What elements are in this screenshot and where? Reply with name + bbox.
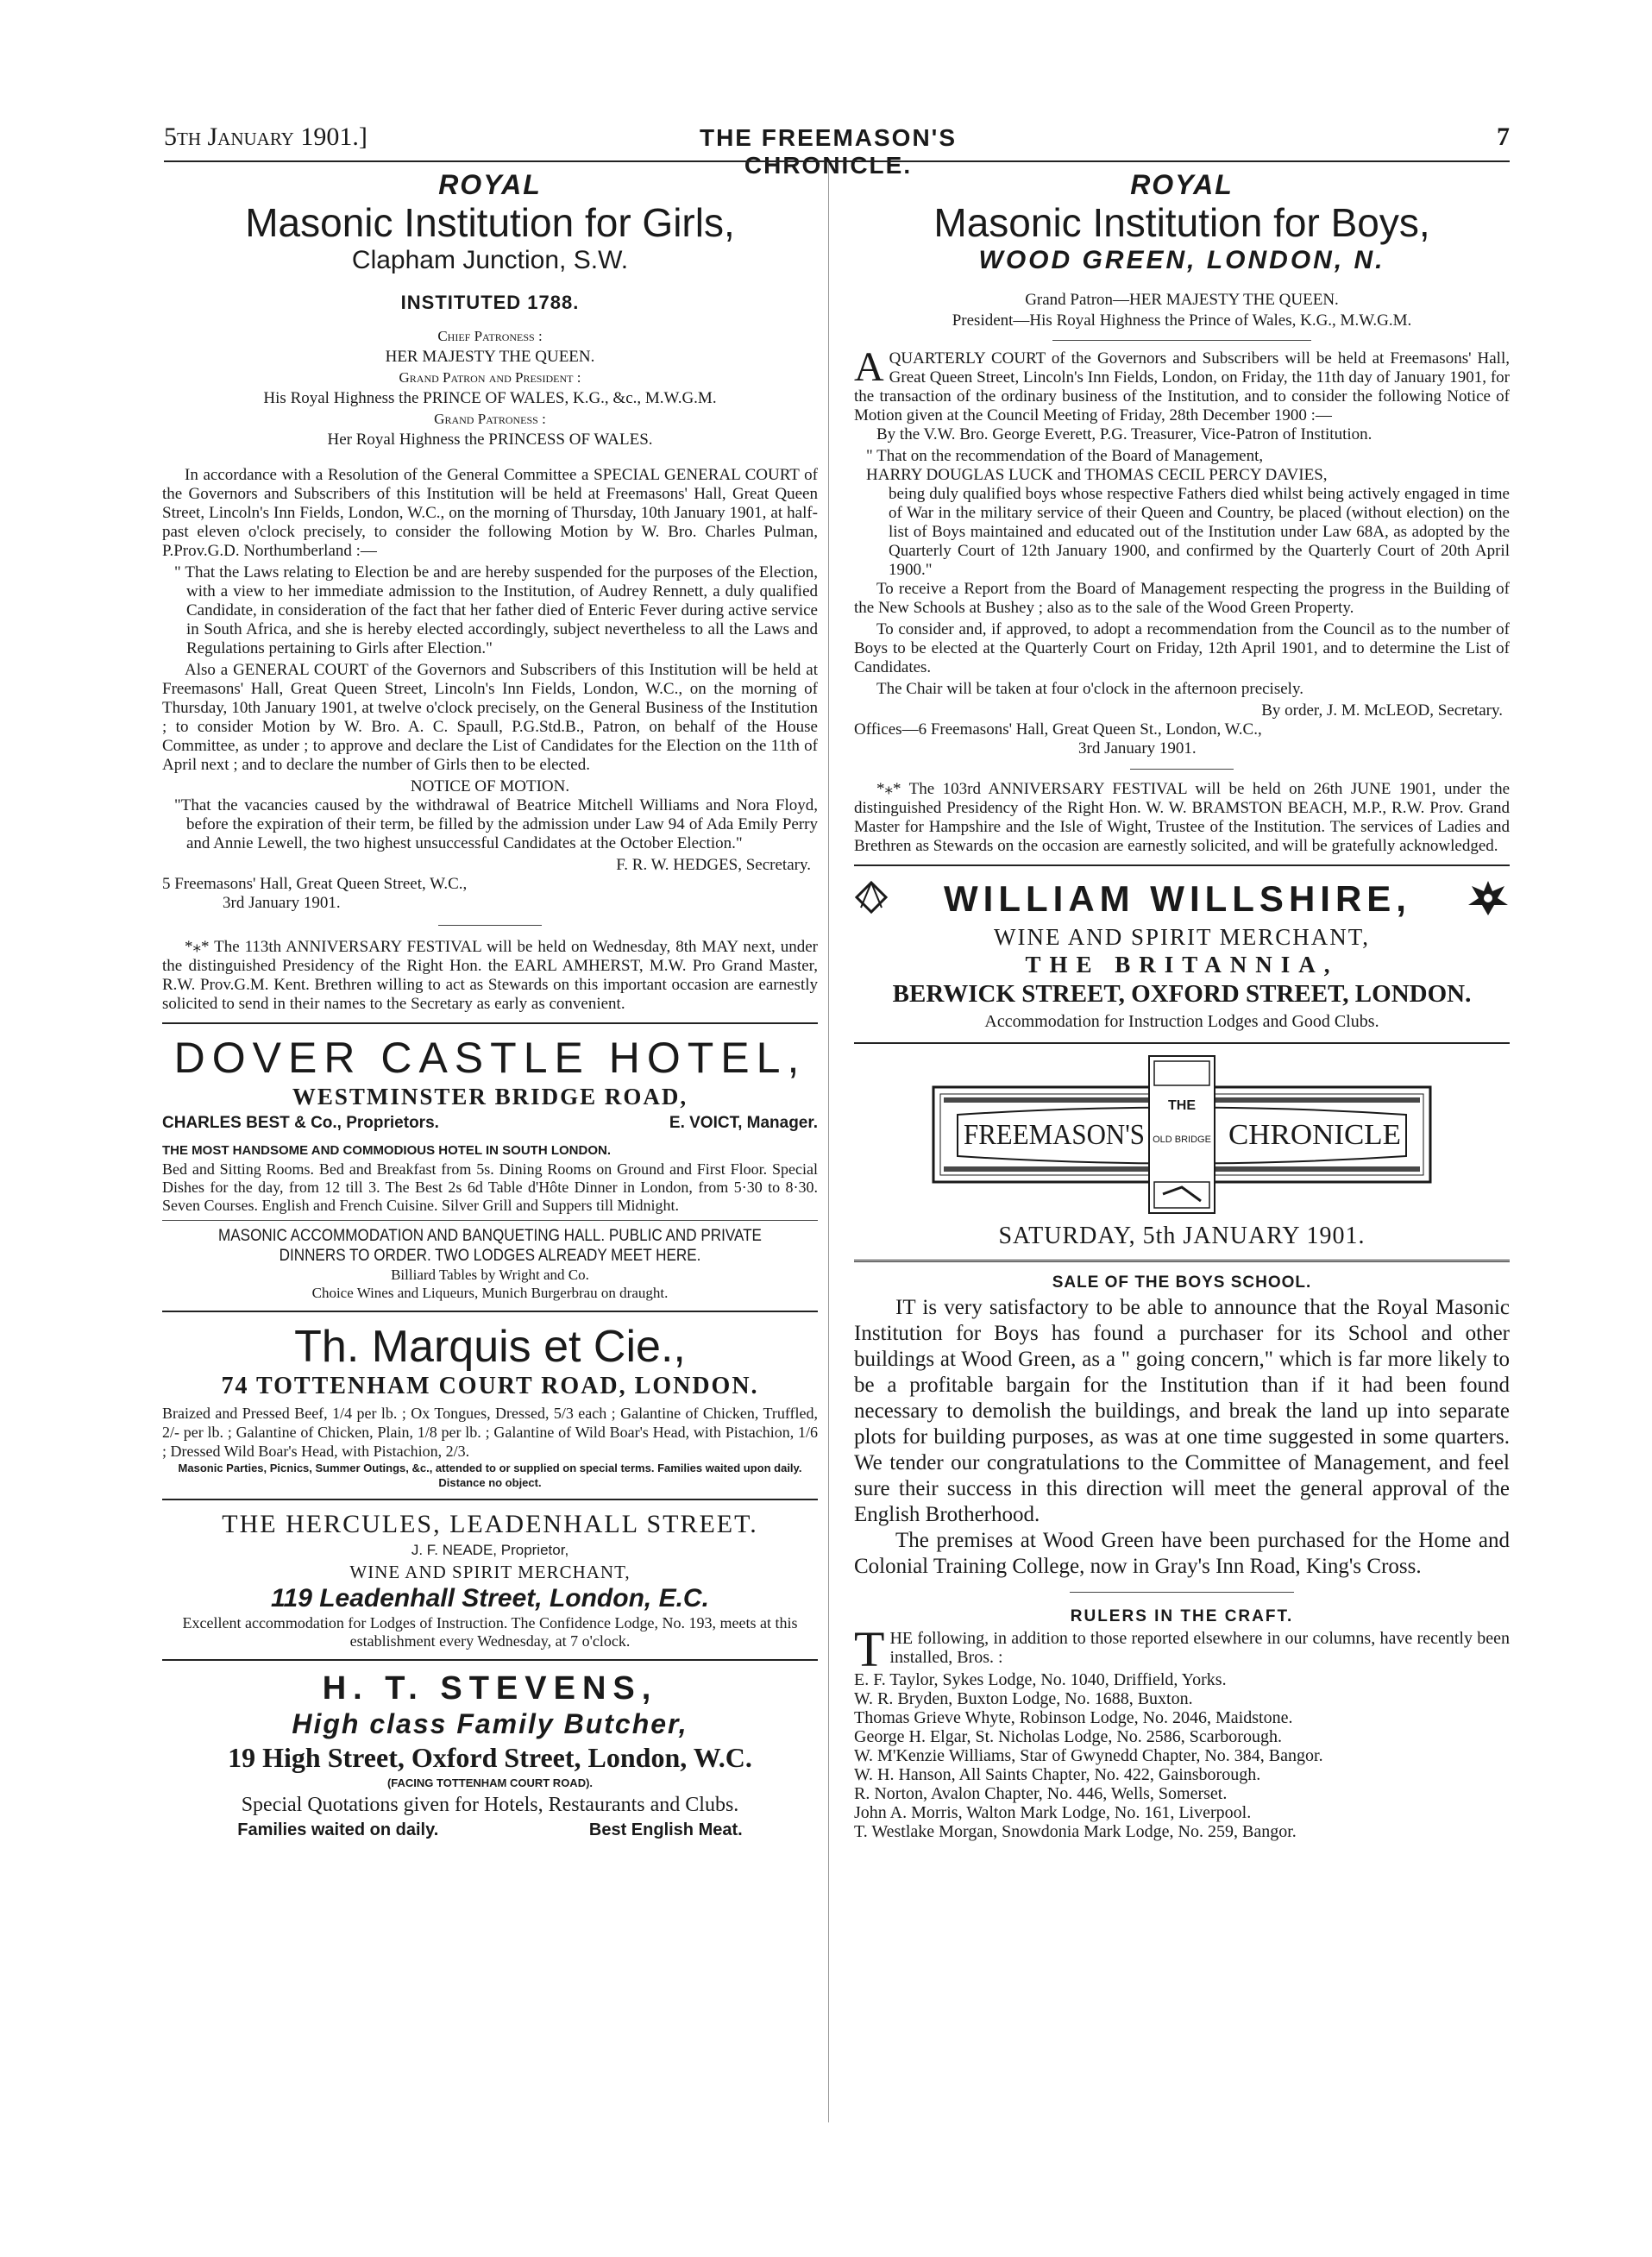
short-rule	[438, 925, 542, 926]
stevens-facing: (FACING TOTTENHAM COURT ROAD).	[386, 1776, 594, 1789]
running-head-title: THE FREEMASON'S CHRONICLE.	[699, 124, 957, 179]
rulers-in-the-craft	[854, 1605, 1510, 1841]
boys-president: President—His Royal Highness the Prince of Wales, K.G., M.W.G.M.	[952, 311, 1412, 330]
masthead-small-2: OLD BRIDGE	[1153, 1135, 1211, 1145]
list-item: Thomas Grieve Whyte, Robinson Lodge, No. 2046, Maidstone.	[854, 1708, 1293, 1727]
column-divider	[828, 164, 829, 2122]
boys-offices-date: 3rd January 1901.	[1078, 739, 1197, 758]
section-rule	[162, 1659, 818, 1661]
stevens-families: Families waited on daily.	[237, 1820, 439, 1839]
sale-paragraph-2: The premises at Wood Green have been purchased for the Home and Colonial Training College, now in Gray's Inn Road, King's Cross.	[854, 1529, 1510, 1578]
girls-grand-patron: His Royal Highness the PRINCE OF WALES, K.G., &c., M.W.G.M.	[263, 389, 717, 407]
girls-paragraph-1: In accordance with a Resolution of the General Committee a SPECIAL GENERAL COURT of the Governors and Subscribers of this Institution will be held at Freemasons' Hall, Great Queen Street, Lincoln's Inn Fields, London, W.C., on the morning of Thursday, 10th January 1901, at half-past eleven o'clock precisely, to consider the following Motion by W. Bro. Charles Pulman, P.Prov.G.D. Northumberland :—	[162, 466, 818, 560]
girls-location: Clapham Junction, S.W.	[351, 246, 629, 274]
willshire-address: BERWICK STREET, OXFORD STREET, LONDON.	[892, 980, 1472, 1008]
running-head	[164, 123, 1510, 179]
boys-quote-body: being duly qualified boys whose respective Fathers died whilst being actively engaged in time of War in the military service of their Queen and Country, be placed (without election) on the list of Boys maintained and educated out of the Institution under Law 68A, as adopted by the Quarterly Court of 12th January 1900, and confirmed by the Quarterly Court of 20th April 1900."	[889, 485, 1510, 579]
marquis-ad	[162, 1321, 818, 1490]
rulers-list	[854, 1670, 1510, 1841]
list-item: T. Westlake Morgan, Snowdonia Mark Lodge, No. 259, Bangor.	[854, 1822, 1297, 1841]
girls-instituted: INSTITUTED 1788.	[400, 292, 580, 313]
boys-signature: By order, J. M. McLEOD, Secretary.	[1261, 701, 1503, 720]
left-column	[162, 169, 818, 1842]
boys-offices: Offices—6 Freemasons' Hall, Great Queen St., London, W.C.,	[854, 720, 1262, 739]
section-rule	[162, 1022, 818, 1024]
hercules-address: 119 Leadenhall Street, London, E.C.	[271, 1584, 709, 1613]
stevens-ad	[162, 1669, 818, 1842]
boys-quote-intro: " That on the recommendation of the Board of Management,	[866, 447, 1264, 465]
boys-paragraph-5: The Chair will be taken at four o'clock in the afternoon precisely.	[876, 680, 1303, 698]
hercules-trade: WINE AND SPIRIT MERCHANT,	[349, 1562, 631, 1582]
boys-grand-patron: Grand Patron—HER MAJESTY THE QUEEN.	[1025, 291, 1339, 309]
marquis-note: Masonic Parties, Picnics, Summer Outings, &c., attended to or supplied on special terms. Families waited upon daily. Distance no object.	[178, 1462, 802, 1489]
willshire-name: WILLIAM WILLSHIRE,	[944, 878, 1411, 919]
hercules-proprietor: J. F. NEADE, Proprietor,	[411, 1542, 569, 1558]
short-rule	[1052, 340, 1311, 341]
hercules-ad	[162, 1509, 818, 1650]
girls-grand-patroness: Her Royal Highness the PRINCESS OF WALES.	[327, 431, 653, 449]
rulers-dropcap: T	[854, 1621, 885, 1677]
section-rule	[854, 1260, 1510, 1262]
girls-address-date: 3rd January 1901.	[223, 894, 341, 912]
dover-tagline: THE MOST HANDSOME AND COMMODIOUS HOTEL IN SOUTH LONDON.	[162, 1143, 611, 1158]
masonic-compass-icon	[854, 880, 889, 919]
masthead-date: SATURDAY, 5th JANUARY 1901.	[998, 1223, 1366, 1249]
boys-paragraph-1: QUARTERLY COURT of the Governors and Subscribers will be held at Freemasons' Hall, Great Queen Street, Lincoln's Inn Fields, London, on Friday, the 11th day of January 1901, for the transaction of the ordinary business of the Institution, and to consider the following Notice of Motion given at the Council Meeting of Friday, 28th December 1900 :—	[854, 349, 1510, 424]
marquis-address: 74 TOTTENHAM COURT ROAD, LONDON.	[221, 1373, 759, 1399]
stevens-quotations: Special Quotations given for Hotels, Restaurants and Clubs.	[241, 1794, 739, 1816]
girls-address: 5 Freemasons' Hall, Great Queen Street, W.C.,	[162, 875, 468, 893]
girls-grand-patron-label: Grand Patron and President :	[399, 369, 581, 386]
boys-paragraph-2: By the V.W. Bro. George Everett, P.G. Treasurer, Vice-Patron of Institution.	[876, 425, 1372, 443]
page-number: 7	[1497, 123, 1510, 151]
list-item: John A. Morris, Walton Mark Lodge, No. 161, Liverpool.	[854, 1803, 1252, 1822]
crest-icon	[1467, 877, 1510, 921]
dover-wines: Choice Wines and Liqueurs, Munich Burgerbrau on draught.	[311, 1285, 669, 1301]
sale-paragraph-1: IT is very satisfactory to be able to announce that the Royal Masonic Institution for Boys has found a purchaser for its School and other buildings at Wood Green, as a " going concern," which is far more likely to be a profitable bargain for the Institution than if it had been found necessary to demolish the buildings, and break the land up into separate plots for building purposes, as was at one time suggested in some quarters. We tender our congratulations to the Committee of Management, and feel sure their success in this direction will meet the general approval of the English Brotherhood.	[854, 1296, 1510, 1526]
stevens-subtitle: High class Family Butcher,	[292, 1708, 688, 1739]
sale-of-boys-school-article	[854, 1271, 1510, 1580]
boys-paragraph-3: To receive a Report from the Board of Management respecting the progress in the Building of the New Schools at Bushey ; also as to the sale of the Wood Green Property.	[854, 580, 1510, 617]
masthead-logo	[932, 1053, 1432, 1217]
girls-festival-notice: *⁎* The 113th ANNIVERSARY FESTIVAL will be held on Wednesday, 8th MAY next, under the distinguished Presidency of the Right Hon. the EARL AMHERST, M.W. Pro Grand Master, R.W. Prov.G.M. Kent. Brethren willing to act as Stewards on this important occasion are earnestly solicited to send in their names to the Secretary as early as convenient.	[162, 938, 818, 1013]
list-item: E. F. Taylor, Sykes Lodge, No. 1040, Driffield, Yorks.	[854, 1670, 1227, 1689]
dover-castle-hotel-ad	[162, 1033, 818, 1302]
masthead-small-1: THE	[1168, 1098, 1196, 1113]
section-rule	[162, 1311, 818, 1312]
masthead-word-1: FREEMASON'S	[964, 1119, 1145, 1151]
boys-title: Masonic Institution for Boys,	[933, 200, 1430, 245]
girls-chief-patroness-label: Chief Patroness :	[437, 328, 543, 344]
willshire-ad	[854, 875, 1510, 1034]
hercules-title: THE HERCULES, LEADENHALL STREET.	[222, 1510, 758, 1538]
girls-grand-patroness-label: Grand Patroness :	[434, 411, 546, 427]
girls-motion-quote: " That the Laws relating to Election be and are hereby suspended for the purposes of the Election, with a view to her immediate admission to the Institution, of Audrey Rennett, a duly qualified Candidate, in consideration of the fact that her father died of Enteric Fever during active service in South Africa, and she is hereby elected accordingly, subject nevertheless to all the Laws and Regulations pertaining to Girls after Election."	[174, 563, 818, 657]
dover-masonic-hall: MASONIC ACCOMMODATION AND BANQUETING HALL. PUBLIC AND PRIVATE DINNERS TO ORDER. TWO LODGES ALREADY MEET HERE.	[218, 1227, 762, 1265]
girls-notice-heading: NOTICE OF MOTION.	[410, 777, 570, 795]
rulers-intro: HE following, in addition to those reported elsewhere in our columns, have recently been installed, Bros. :	[889, 1629, 1510, 1667]
list-item: W. H. Hanson, All Saints Chapter, No. 422, Gainsborough.	[854, 1765, 1261, 1784]
list-item: George H. Elgar, St. Nicholas Lodge, No. 2586, Scarborough.	[854, 1727, 1282, 1746]
stevens-title: H. T. STEVENS,	[322, 1670, 658, 1707]
dover-title: DOVER CASTLE HOTEL,	[173, 1034, 807, 1082]
willshire-house: THE BRITANNIA,	[1025, 952, 1339, 978]
girls-institution-notice	[162, 169, 818, 1014]
section-rule	[162, 1499, 818, 1500]
girls-paragraph-2: Also a GENERAL COURT of the Governors and Subscribers of this Institution will be held at Freemasons' Hall, Great Queen Street, Lincoln's Inn Fields, London, W.C., on the morning of Thursday, 10th January 1901, at twelve o'clock precisely, on the General Business of the Institution ; to consider Motion by W. Bro. A. C. Spaull, P.G.Std.B., Patron, on behalf of the House Committee, as under ; to approve and declare the List of Candidates for the Election on the 11th of April next ; and to declare the number of Girls then to be elected.	[162, 661, 818, 774]
section-rule	[854, 864, 1510, 866]
girls-title: Masonic Institution for Girls,	[245, 200, 735, 245]
running-head-date: 5th January 1901.]	[164, 123, 367, 151]
willshire-note: Accommodation for Instruction Lodges and Good Clubs.	[984, 1012, 1379, 1031]
boys-dropcap: A	[854, 344, 884, 390]
masthead	[854, 1053, 1510, 1251]
boys-paragraph-4: To consider and, if approved, to adopt a recommendation from the Council as to the number of Boys to be elected at the Quarterly Court on Friday, 12th April 1901, and to determine the List of Candidates.	[854, 620, 1510, 676]
stevens-address: 19 High Street, Oxford Street, London, W.C.	[228, 1742, 752, 1773]
dover-billiard: Billiard Tables by Wright and Co.	[391, 1267, 589, 1283]
stevens-meat: Best English Meat.	[588, 1820, 743, 1839]
marquis-title: Th. Marquis et Cie.,	[294, 1322, 686, 1372]
dover-proprietors: CHARLES BEST & Co., Proprietors.	[162, 1114, 439, 1132]
girls-notice-quote: "That the vacancies caused by the withdrawal of Beatrice Mitchell Williams and Nora Floyd, before the expiration of their term, be filled by the admission under Law 94 of Ada Emily Perry and Annie Lewell, the two highest unsuccessful Candidates at the October Election."	[174, 796, 818, 852]
section-rule	[854, 1042, 1510, 1044]
sale-heading: SALE OF THE BOYS SCHOOL.	[1052, 1273, 1312, 1292]
rulers-heading: RULERS IN THE CRAFT.	[1070, 1607, 1294, 1625]
boys-institution-notice	[854, 169, 1510, 856]
girls-signature: F. R. W. HEDGES, Secretary.	[616, 856, 811, 874]
header-rule	[164, 160, 1510, 162]
dover-manager: E. VOICT, Manager.	[669, 1114, 818, 1132]
short-rule	[1130, 769, 1234, 770]
marquis-body: Braized and Pressed Beef, 1/4 per lb. ; Ox Tongues, Dressed, 5/3 each ; Galantine of Chicken, Truffled, 2/- per lb. ; Galantine of Chicken, Plain, 1/8 per lb. ; Galantine of Wild Boar's Head, with Pistachion, 1/6 ; Dressed Wild Boar's Head, with Pistachion, 2/3.	[162, 1405, 818, 1460]
hercules-body: Excellent accommodation for Lodges of Instruction. The Confidence Lodge, No. 193, meets at this establishment every Wednesday, at 7 o'clock.	[182, 1614, 798, 1650]
list-item: R. Norton, Avalon Chapter, No. 446, Wells, Somerset.	[854, 1784, 1228, 1803]
girls-royal-label: ROYAL	[438, 169, 542, 200]
boys-location: WOOD GREEN, LONDON, N.	[978, 246, 1385, 274]
list-item: W. R. Bryden, Buxton Lodge, No. 1688, Buxton.	[854, 1689, 1193, 1708]
ad-rule	[162, 1220, 818, 1221]
boys-festival-notice: *⁎* The 103rd ANNIVERSARY FESTIVAL will be held on 26th JUNE 1901, under the distinguished Presidency of the Right Hon. W. W. BRAMSTON BEACH, M.P., R.W. Prov. Grand Master for Hampshire and the Isle of Wight, Trustee of the Institution. The services of Ladies and Brethren as Stewards on the occasion are earnestly solicited, and will be gratefully acknowledged.	[854, 780, 1510, 855]
short-rule	[1070, 1592, 1294, 1593]
boys-quote-names: HARRY DOUGLAS LUCK and THOMAS CECIL PERCY DAVIES,	[866, 466, 1328, 484]
dover-body: Bed and Sitting Rooms. Bed and Breakfast from 5s. Dining Rooms on Ground and First Floor. Special Dishes for the day, from 12 till 3. The Best 2s 6d Table d'Hôte Dinner in London, from 5·30 to 8·30. Seven Courses. English and French Cuisine. Silver Grill and Suppers till Midnight.	[162, 1160, 818, 1214]
willshire-trade: WINE AND SPIRIT MERCHANT,	[993, 924, 1370, 950]
boys-royal-label: ROYAL	[1130, 169, 1234, 200]
dover-subtitle: WESTMINSTER BRIDGE ROAD,	[292, 1084, 688, 1110]
masthead-word-2: CHRONICLE	[1228, 1119, 1401, 1151]
list-item: W. M'Kenzie Williams, Star of Gwynedd Chapter, No. 384, Bangor.	[854, 1746, 1323, 1765]
girls-chief-patroness: HER MAJESTY THE QUEEN.	[385, 348, 595, 366]
right-column	[854, 169, 1510, 1841]
